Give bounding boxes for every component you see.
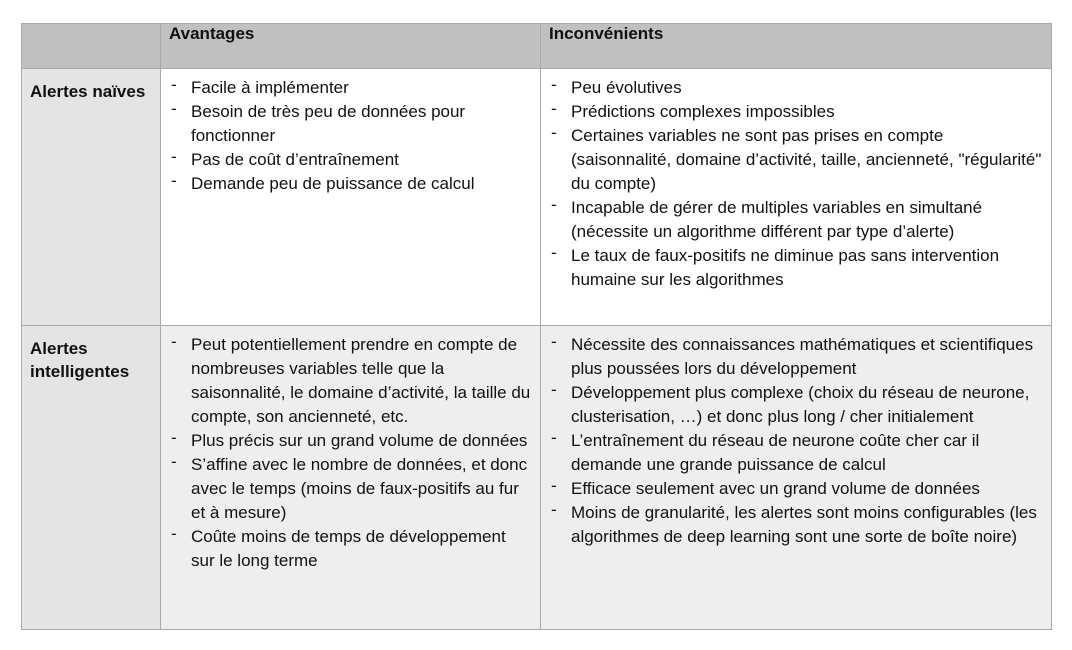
list-item — [549, 429, 1043, 477]
bullet-dash: - — [171, 524, 177, 543]
list-item-text: Efficace seulement avec un grand volume de données — [571, 479, 980, 498]
bullet-dash: - — [551, 476, 557, 495]
advantages-list — [169, 76, 532, 196]
header-corner-cell — [22, 24, 161, 69]
list-item-text: S’affine avec le nombre de données, et donc avec le temps (moins de faux-positifs au fur et à mesure) — [191, 455, 528, 522]
list-item-text: Besoin de très peu de données pour fonctionner — [191, 102, 466, 145]
table-row-naive-alerts — [22, 69, 1052, 326]
comparison-table — [21, 23, 1052, 630]
advantages-list — [169, 333, 532, 573]
bullet-dash: - — [551, 123, 557, 142]
list-item — [549, 100, 1043, 124]
list-item-text: Facile à implémenter — [191, 78, 349, 97]
list-item-text: L’entraînement du réseau de neurone coûte cher car il demande une grande puissance de calcul — [571, 431, 980, 474]
bullet-dash: - — [551, 243, 557, 262]
list-item — [549, 501, 1043, 549]
list-item-text: Nécessite des connaissances mathématiques et scientifiques plus poussées lors du développement — [571, 335, 1034, 378]
bullet-dash: - — [551, 428, 557, 447]
header-disadvantages: Inconvénients — [541, 24, 1052, 69]
bullet-dash: - — [171, 99, 177, 118]
list-item — [169, 76, 532, 100]
list-item — [549, 196, 1043, 244]
header-row — [22, 24, 1052, 69]
bullet-dash: - — [171, 75, 177, 94]
list-item-text: Coûte moins de temps de développement sur le long terme — [191, 527, 506, 570]
bullet-dash: - — [551, 195, 557, 214]
list-item-text: Pas de coût d’entraînement — [191, 150, 399, 169]
bullet-dash: - — [171, 147, 177, 166]
list-item-text: Plus précis sur un grand volume de données — [191, 431, 528, 450]
bullet-dash: - — [171, 452, 177, 471]
list-item — [169, 429, 532, 453]
list-item — [549, 477, 1043, 501]
advantages-cell — [161, 69, 541, 326]
list-item — [169, 525, 532, 573]
advantages-cell — [161, 326, 541, 630]
list-item — [549, 381, 1043, 429]
bullet-dash: - — [551, 380, 557, 399]
list-item-text: Demande peu de puissance de calcul — [191, 174, 475, 193]
row-label: Alertes intelligentes — [22, 326, 161, 630]
table-row-smart-alerts — [22, 326, 1052, 630]
list-item-text: Incapable de gérer de multiples variables en simultané (nécessite un algorithme différent par type d’alerte) — [571, 198, 983, 241]
bullet-dash: - — [551, 99, 557, 118]
list-item — [169, 453, 532, 525]
list-item — [169, 333, 532, 429]
row-label: Alertes naïves — [22, 69, 161, 326]
disadvantages-cell — [541, 69, 1052, 326]
bullet-dash: - — [551, 75, 557, 94]
disadvantages-cell — [541, 326, 1052, 630]
list-item-text: Prédictions complexes impossibles — [571, 102, 835, 121]
list-item — [549, 76, 1043, 100]
list-item — [549, 333, 1043, 381]
bullet-dash: - — [171, 171, 177, 190]
list-item-text: Peut potentiellement prendre en compte de nombreuses variables telle que la saisonnalité, le domaine d’activité, la taille du compte, son ancienneté, etc. — [191, 335, 531, 426]
bullet-dash: - — [171, 332, 177, 351]
list-item-text: Développement plus complexe (choix du réseau de neurone, clusterisation, …) et donc plus long / cher initialement — [571, 383, 1030, 426]
list-item — [549, 244, 1043, 292]
list-item — [169, 148, 532, 172]
list-item — [169, 100, 532, 148]
list-item — [549, 124, 1043, 196]
list-item-text: Moins de granularité, les alertes sont moins configurables (les algorithmes de deep learning sont une sorte de boîte noire) — [571, 503, 1037, 546]
bullet-dash: - — [171, 428, 177, 447]
list-item-text: Le taux de faux-positifs ne diminue pas sans intervention humaine sur les algorithmes — [571, 246, 1000, 289]
bullet-dash: - — [551, 500, 557, 519]
disadvantages-list — [549, 76, 1043, 292]
list-item — [169, 172, 532, 196]
list-item-text: Peu évolutives — [571, 78, 682, 97]
header-advantages: Avantages — [161, 24, 541, 69]
disadvantages-list — [549, 333, 1043, 549]
list-item-text: Certaines variables ne sont pas prises en compte (saisonnalité, domaine d’activité, taille, ancienneté, "régularité" du compte) — [571, 126, 1042, 193]
bullet-dash: - — [551, 332, 557, 351]
